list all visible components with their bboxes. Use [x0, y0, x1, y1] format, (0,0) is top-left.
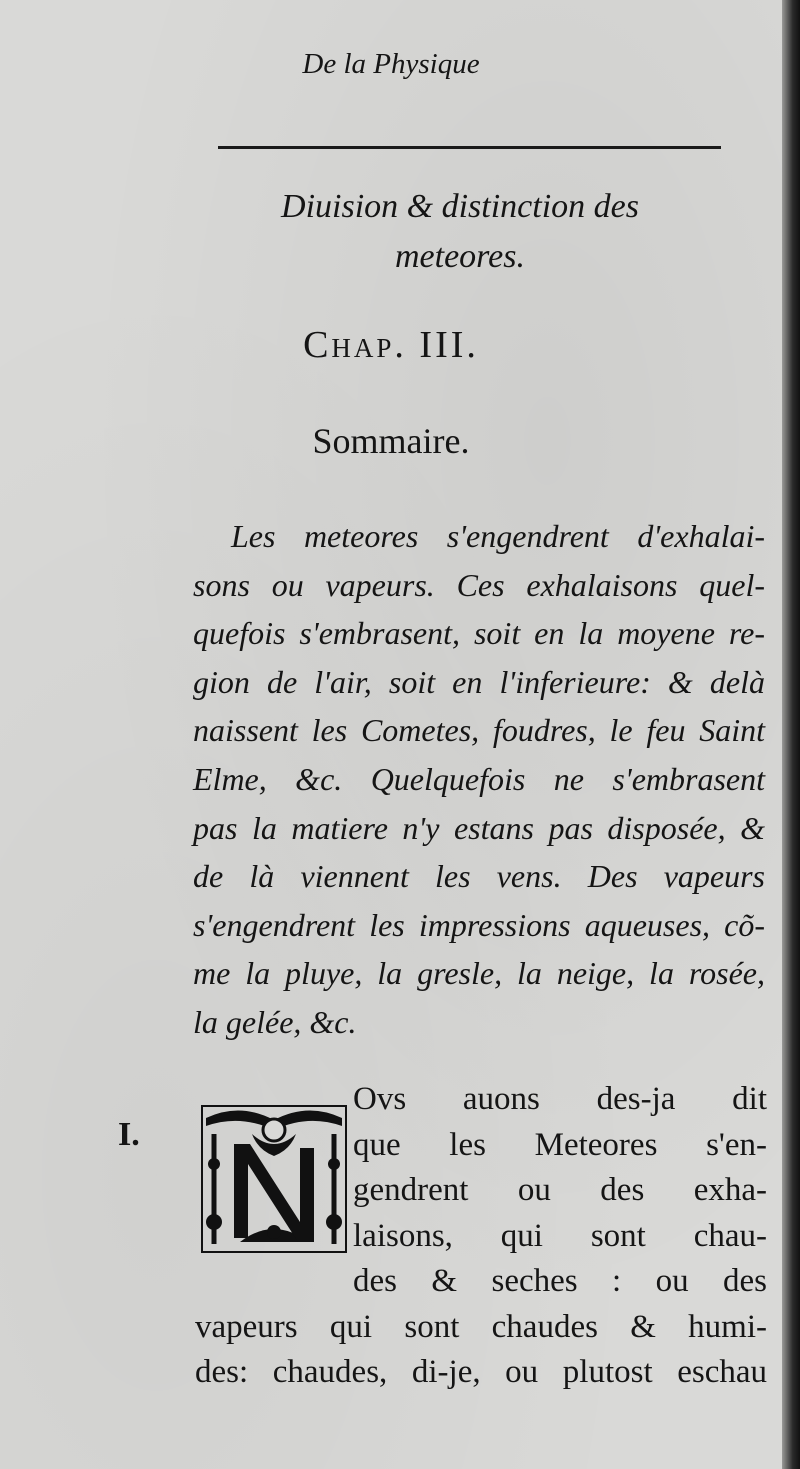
summary-line: quefois s'embrasent, soit en la moyene re- [193, 615, 765, 652]
body-line: gendrent ou des exha- [353, 1172, 767, 1208]
summary-line: Les meteores s'engendrent d'exhalai- [231, 518, 765, 554]
body-line: des: chaudes, di-je, ou plutost eschau [195, 1354, 767, 1390]
body-paragraph [195, 1077, 767, 1396]
summary-paragraph [193, 512, 765, 1047]
summary-line: de là viennent les vens. Des vapeurs [193, 858, 765, 895]
summary-line: naissent les Cometes, foudres, le feu Saint [193, 712, 765, 749]
chapter-title-line-1: Diuision & distinction des [281, 188, 639, 225]
summary-line: gion de l'air, soit en l'inferieure: & delà [193, 663, 765, 700]
running-head: De la Physique [302, 48, 480, 80]
chapter-number: Chap. III. [303, 324, 479, 366]
section-numeral: I. [118, 1116, 140, 1153]
summary-line: pas la matiere n'y estans pas disposée, & [193, 809, 765, 846]
summary-heading: Sommaire. [312, 421, 470, 461]
body-line: Ovs auons des-ja dit [353, 1081, 767, 1117]
chapter-title [180, 182, 740, 282]
summary-line: s'engendrent les impressions aqueuses, cõ- [193, 906, 765, 943]
header-rule [218, 146, 721, 149]
summary-line: me la pluye, la gresle, la neige, la rosée, [193, 955, 765, 992]
body-line: laisons, qui sont chau- [353, 1217, 767, 1254]
drop-cap-letter: N [271, 1207, 277, 1216]
summary-line: sons ou vapeurs. Ces exhalaisons quel- [193, 566, 765, 603]
summary-line: Elme, &c. Quelquefois ne s'embrasent [193, 760, 765, 797]
chapter-title-line-2: meteores. [395, 238, 525, 275]
body-line: que les Meteores s'en- [353, 1126, 767, 1163]
body-line: vapeurs qui sont chaudes & humi- [195, 1308, 767, 1345]
summary-line: la gelée, &c. [193, 1003, 357, 1040]
body-line: des & seches : ou des [353, 1263, 767, 1299]
page-edge-shadow [782, 0, 800, 1469]
